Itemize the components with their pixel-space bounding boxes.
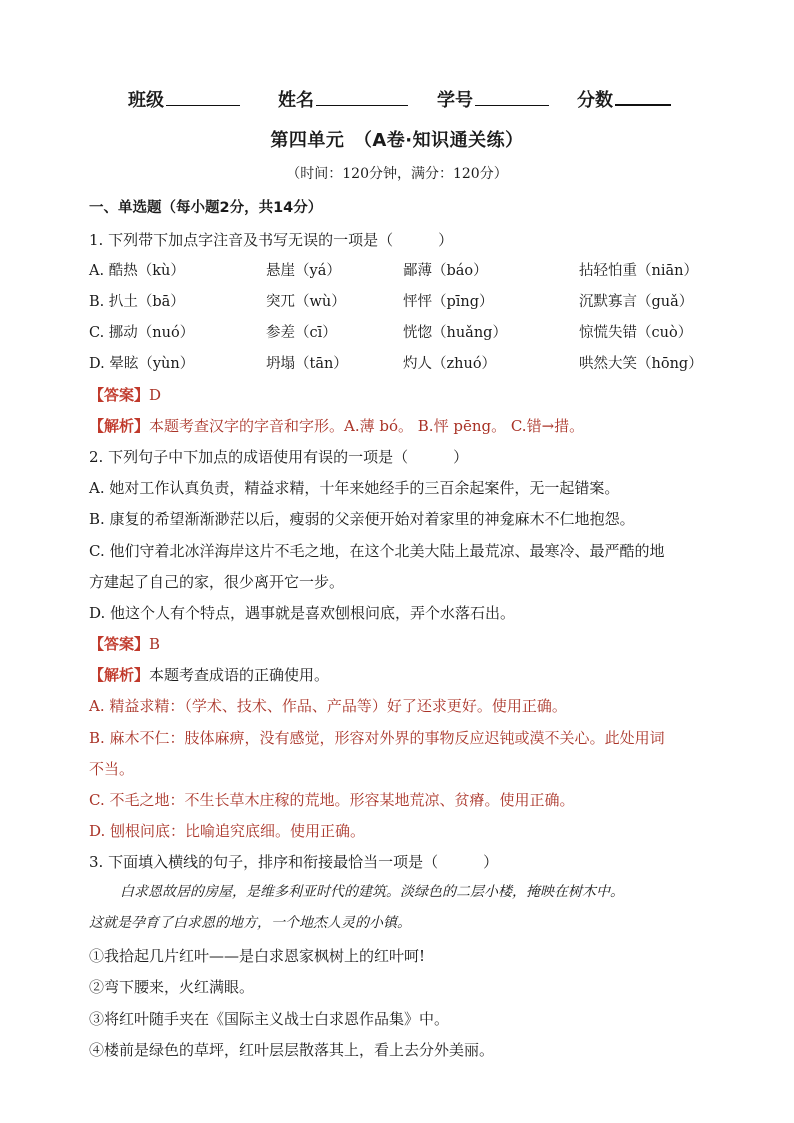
score-label: 分数 [577, 90, 613, 111]
q2-analysis [89, 664, 329, 685]
q1-a-1: A. 酷热（kù） [89, 263, 185, 279]
id-label: 学号 [437, 90, 473, 111]
analysis-tag: 【解析】 [89, 666, 150, 684]
q1-b-2: 突兀（wù） [266, 294, 346, 310]
q1-a-2: 悬崖（yá） [266, 263, 341, 279]
class-label: 班级 [128, 90, 164, 111]
answer-tag: 【答案】 [89, 635, 150, 653]
q2-stem: 2. 下列句子中下加点的成语使用有误的一项是（ ） [89, 448, 469, 466]
score-field [577, 86, 671, 112]
q3-stem: 3. 下面填入横线的句子，排序和衔接最恰当一项是（ ） [89, 853, 499, 871]
q2-analysis-b: B. 麻木不仁：肢体麻痹，没有感觉，形容对外界的事物反应迟钝或漠不关心。此处用词 [89, 729, 665, 747]
q2-analysis-text: 本题考查成语的正确使用。 [149, 666, 330, 684]
q1-c-2: 参差（cī） [266, 325, 337, 341]
q2-analysis-c: C. 不毛之地：不生长草木庄稼的荒地。形容某地荒凉、贫瘠。使用正确。 [89, 791, 575, 809]
q2-answer-value: B [149, 635, 161, 653]
name-label: 姓名 [278, 90, 314, 111]
q1-answer-value: D [149, 386, 162, 404]
q1-b-1: B. 扒土（bā） [89, 294, 185, 310]
q1-c-3: 恍惚（huǎng） [403, 325, 507, 341]
q1-b-4: 沉默寡言（guǎ） [579, 294, 694, 310]
q2-option-b: B. 康复的希望渐渐渺茫以后，瘦弱的父亲便开始对着家里的神龛麻木不仁地抱怨。 [89, 510, 635, 528]
q1-c-4: 惊慌失错（cuò） [579, 325, 693, 341]
q3-item-4: ④楼前是绿色的草坪，红叶层层散落其上，看上去分外美丽。 [89, 1041, 495, 1059]
q1-option-row-b [89, 290, 719, 312]
q1-d-1: D. 晕眩（yùn） [89, 356, 195, 372]
q1-option-row-c [89, 321, 719, 343]
page-title: 第四单元 （A卷·知识通关练） [270, 130, 524, 151]
class-field [128, 86, 240, 112]
q2-option-c: C. 他们守着北冰洋海岸这片不毛之地，在这个北美大陆上最荒凉、最寒冷、最严酷的地 [89, 542, 665, 560]
q1-analysis-text: 本题考查汉字的字音和字形。A.薄 bó。 B.怦 pēng。 C.错→措。 [149, 417, 585, 435]
q1-d-3: 灼人（zhuó） [403, 356, 497, 372]
q2-analysis-d: D. 刨根问底：比喻追究底细。使用正确。 [89, 822, 366, 840]
q1-answer [89, 384, 161, 405]
student-info-fields [0, 86, 794, 112]
answer-tag: 【答案】 [89, 386, 150, 404]
q1-a-4: 拈轻怕重（niān） [579, 263, 698, 279]
q3-item-1: ①我拾起几片红叶——是白求恩家枫树上的红叶呵! [89, 947, 426, 965]
q2-analysis-b-cont: 不当。 [89, 760, 135, 778]
q1-stem: 1. 下列带下加点字注音及书写无误的一项是（ ） [89, 231, 454, 249]
q2-option-a: A. 她对工作认真负责，精益求精，十年来她经手的三百余起案件，无一起错案。 [89, 479, 620, 497]
q2-analysis-a: A. 精益求精：（学术、技术、作品、产品等）好了还求更好。使用正确。 [89, 697, 567, 715]
analysis-tag: 【解析】 [89, 417, 150, 435]
q2-answer [89, 633, 160, 654]
q3-passage-line-2: 这就是孕育了白求恩的地方，一个地杰人灵的小镇。 [89, 915, 411, 931]
id-blank[interactable] [475, 87, 549, 106]
q1-analysis [89, 415, 584, 436]
q3-item-2: ②弯下腰来，火红满眼。 [89, 978, 255, 996]
score-blank[interactable] [615, 86, 671, 106]
q1-option-row-a [89, 259, 719, 281]
q1-option-row-d [89, 352, 719, 374]
page-subtitle: （时间：120分钟，满分：120分） [286, 166, 508, 182]
name-field [278, 86, 408, 112]
q1-d-2: 坍塌（tān） [266, 356, 348, 372]
q1-c-1: C. 挪动（nuó） [89, 325, 195, 341]
id-field [437, 86, 549, 112]
class-blank[interactable] [166, 87, 240, 106]
q3-passage-line-1: 白求恩故居的房屋，是维多利亚时代的建筑。淡绿色的二层小楼，掩映在树木中。 [120, 884, 624, 900]
q1-b-3: 怦怦（pīng） [403, 294, 494, 310]
q1-a-3: 鄙薄（báo） [403, 263, 488, 279]
section-heading: 一、单选题（每小题2分，共14分） [89, 200, 323, 216]
q2-option-c-cont: 方建起了自己的家，很少离开它一步。 [89, 573, 345, 591]
q2-option-d: D. 他这个人有个特点，遇事就是喜欢刨根问底，弄个水落石出。 [89, 604, 516, 622]
name-blank[interactable] [316, 87, 408, 106]
q3-item-3: ③将红叶随手夹在《国际主义战士白求恩作品集》中。 [89, 1010, 450, 1028]
q1-d-4: 哄然大笑（hōng） [579, 356, 703, 372]
